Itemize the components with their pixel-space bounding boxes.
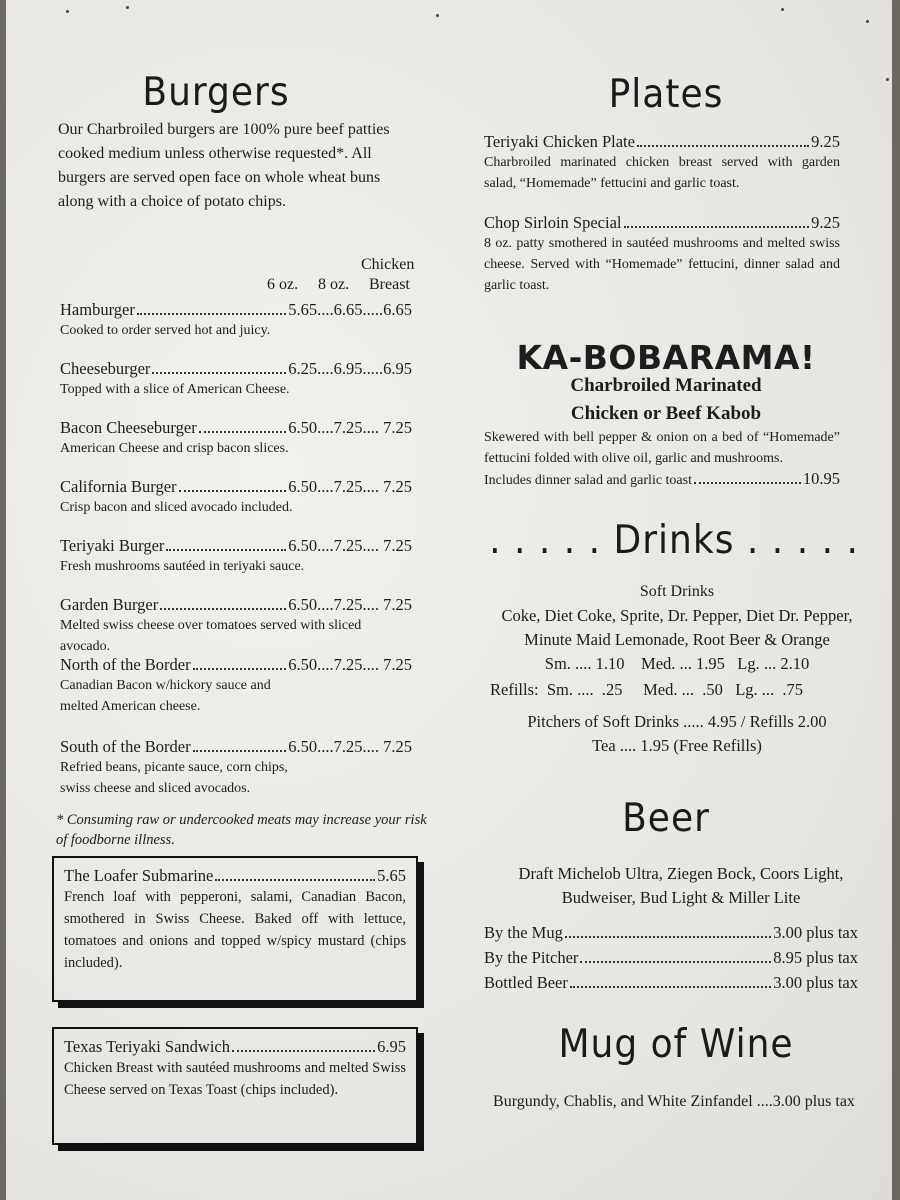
item-prices: 6.50....7.25.... 7.25 bbox=[288, 536, 412, 555]
item-desc-last: Includes dinner salad and garlic toast bbox=[484, 473, 692, 488]
burgers-title: Burgers bbox=[142, 70, 290, 115]
item-desc: Melted swiss cheese over tomatoes served with sliced avocado. bbox=[60, 618, 362, 654]
item-desc: French loaf with pepperoni, salami, Canadian Bacon, smothered in Swiss Cheese. Baked off with lettuce, tomatoes and onions and topped w/spicy mustard (chips included). bbox=[64, 889, 406, 971]
beer-list-1: Draft Michelob Ultra, Ziegen Bock, Coors Light, bbox=[518, 864, 844, 883]
burgers-intro: Our Charbroiled burgers are 100% pure beef patties cooked medium unless otherwise requested*. All burgers are served open face on whole wheat buns along with a choice of potato chips. bbox=[58, 121, 390, 210]
item-desc: Chicken Breast with sautéed mushrooms and melted Swiss Cheese served on Texas Toast (chips included). bbox=[64, 1060, 406, 1098]
soft-drinks-block bbox=[484, 580, 870, 758]
kabob-subtitle-2: Chicken or Beef Kabob bbox=[570, 403, 762, 424]
item-name: Texas Teriyaki Sandwich bbox=[64, 1037, 231, 1056]
speck bbox=[866, 20, 869, 23]
item-prices: 6.50....7.25.... 7.25 bbox=[288, 595, 412, 614]
speck bbox=[126, 6, 129, 9]
size-headers bbox=[60, 256, 415, 300]
kabob-description bbox=[484, 427, 840, 489]
burger-item bbox=[60, 477, 412, 518]
item-price: 10.95 bbox=[802, 469, 840, 488]
item-desc: Refried beans, picante sauce, corn chips, swiss cheese and sliced avocados. bbox=[60, 760, 288, 796]
item-name: North of the Border bbox=[60, 655, 191, 674]
burger-item bbox=[60, 536, 412, 577]
size-8oz: 8 oz. bbox=[318, 276, 350, 293]
item-name: Teriyaki Burger bbox=[60, 536, 165, 555]
soft-drinks-list-1: Coke, Diet Coke, Sprite, Dr. Pepper, Diet Dr. Pepper, bbox=[501, 606, 853, 625]
item-desc: Crisp bacon and sliced avocado included. bbox=[60, 500, 293, 515]
beer-list bbox=[496, 862, 866, 910]
beer-price-row bbox=[484, 970, 858, 995]
burger-item bbox=[60, 595, 412, 657]
plates-title: Plates bbox=[608, 72, 724, 117]
item-name: Bottled Beer bbox=[484, 973, 568, 992]
beer-price-row bbox=[484, 945, 858, 970]
item-prices: 5.65....6.65.....6.65 bbox=[288, 300, 412, 319]
refill-prices: Refills: Sm. .... .25 Med. ... .50 Lg. ... .75 bbox=[490, 680, 804, 699]
size-breast: Breast bbox=[369, 276, 410, 293]
item-prices: 6.50....7.25.... 7.25 bbox=[288, 737, 412, 756]
drinks-title: . . . . . Drinks . . . . . bbox=[489, 518, 859, 563]
item-name: Garden Burger bbox=[60, 595, 159, 614]
burger-item bbox=[60, 359, 412, 400]
soft-drinks-list-2: Minute Maid Lemonade, Root Beer & Orange bbox=[524, 630, 830, 649]
tea-price: Tea .... 1.95 (Free Refills) bbox=[592, 736, 762, 755]
item-desc: Topped with a slice of American Cheese. bbox=[60, 382, 290, 397]
speck bbox=[781, 8, 784, 11]
item-name: South of the Border bbox=[60, 737, 191, 756]
speck bbox=[886, 78, 889, 81]
item-desc: 8 oz. patty smothered in sautéed mushrooms and melted swiss cheese. Served with “Homemade” fettucini, dinner salad and garlic toast. bbox=[484, 236, 840, 293]
size-6oz: 6 oz. bbox=[267, 276, 299, 293]
item-desc: Fresh mushrooms sautéed in teriyaki sauce. bbox=[60, 559, 305, 574]
item-price: 6.95 bbox=[377, 1037, 406, 1056]
texas-box bbox=[52, 1027, 418, 1145]
soft-drinks-title: Soft Drinks bbox=[639, 583, 715, 600]
item-price: 3.00 plus tax bbox=[773, 923, 858, 942]
item-desc: Cooked to order served hot and juicy. bbox=[60, 323, 271, 338]
item-name: California Burger bbox=[60, 477, 177, 496]
item-name: By the Mug bbox=[484, 923, 563, 942]
soft-drink-sizes: Sm. .... 1.10 Med. ... 1.95 Lg. ... 2.10 bbox=[544, 654, 810, 673]
menu-page bbox=[6, 0, 892, 1200]
item-price: 5.65 bbox=[377, 866, 406, 885]
beer-list-2: Budweiser, Bud Light & Miller Lite bbox=[561, 888, 801, 907]
item-name: By the Pitcher bbox=[484, 948, 579, 967]
burger-item bbox=[60, 300, 412, 341]
beer-prices bbox=[484, 920, 858, 995]
pitcher-prices: Pitchers of Soft Drinks ..... 4.95 / Refills 2.00 bbox=[527, 712, 827, 731]
submarine-box bbox=[52, 856, 418, 1002]
item-name: Cheeseburger bbox=[60, 359, 151, 378]
kabob-title: KA-BOBARAMA! bbox=[516, 338, 816, 377]
item-name: The Loafer Submarine bbox=[64, 866, 214, 885]
size-chicken: Chicken bbox=[361, 256, 415, 273]
item-prices: 6.50....7.25.... 7.25 bbox=[288, 477, 412, 496]
burger-item bbox=[60, 737, 412, 799]
burger-item bbox=[60, 418, 412, 459]
item-price: 3.00 plus tax bbox=[773, 973, 858, 992]
item-prices: 6.50....7.25.... 7.25 bbox=[288, 655, 412, 674]
plate-item bbox=[484, 213, 840, 296]
item-price: 9.25 bbox=[811, 213, 840, 232]
item-desc: Charbroiled marinated chicken breast served with garden salad, “Homemade” fettucini and garlic toast. bbox=[484, 155, 840, 191]
item-price: 8.95 plus tax bbox=[773, 948, 858, 967]
item-name: Bacon Cheeseburger bbox=[60, 418, 197, 437]
item-name: Chop Sirloin Special bbox=[484, 213, 622, 232]
item-prices: 6.25....6.95.....6.95 bbox=[288, 359, 412, 378]
speck bbox=[436, 14, 439, 17]
wine-line: Burgundy, Chablis, and White Zinfandel ....3.00 plus tax bbox=[493, 1093, 855, 1110]
item-prices: 6.50....7.25.... 7.25 bbox=[288, 418, 412, 437]
item-desc: American Cheese and crisp bacon slices. bbox=[60, 441, 289, 456]
item-name: Hamburger bbox=[60, 300, 135, 319]
burger-item bbox=[60, 655, 412, 717]
item-desc: Canadian Bacon w/hickory sauce and melted American cheese. bbox=[60, 678, 271, 714]
item-name: Teriyaki Chicken Plate bbox=[484, 132, 635, 151]
beer-price-row bbox=[484, 920, 858, 945]
wine-title: Mug of Wine bbox=[558, 1022, 794, 1067]
item-price: 9.25 bbox=[811, 132, 840, 151]
speck bbox=[66, 10, 69, 13]
kabob-subtitle-1: Charbroiled Marinated bbox=[570, 375, 762, 396]
raw-meat-warning: * Consuming raw or undercooked meats may increase your risk of foodborne illness. bbox=[56, 812, 427, 848]
item-desc: Skewered with bell pepper & onion on a bed of “Homemade” fettucini folded with olive oil, garlic and mushrooms. bbox=[484, 430, 840, 466]
beer-title: Beer bbox=[622, 796, 710, 841]
plate-item bbox=[484, 132, 840, 194]
